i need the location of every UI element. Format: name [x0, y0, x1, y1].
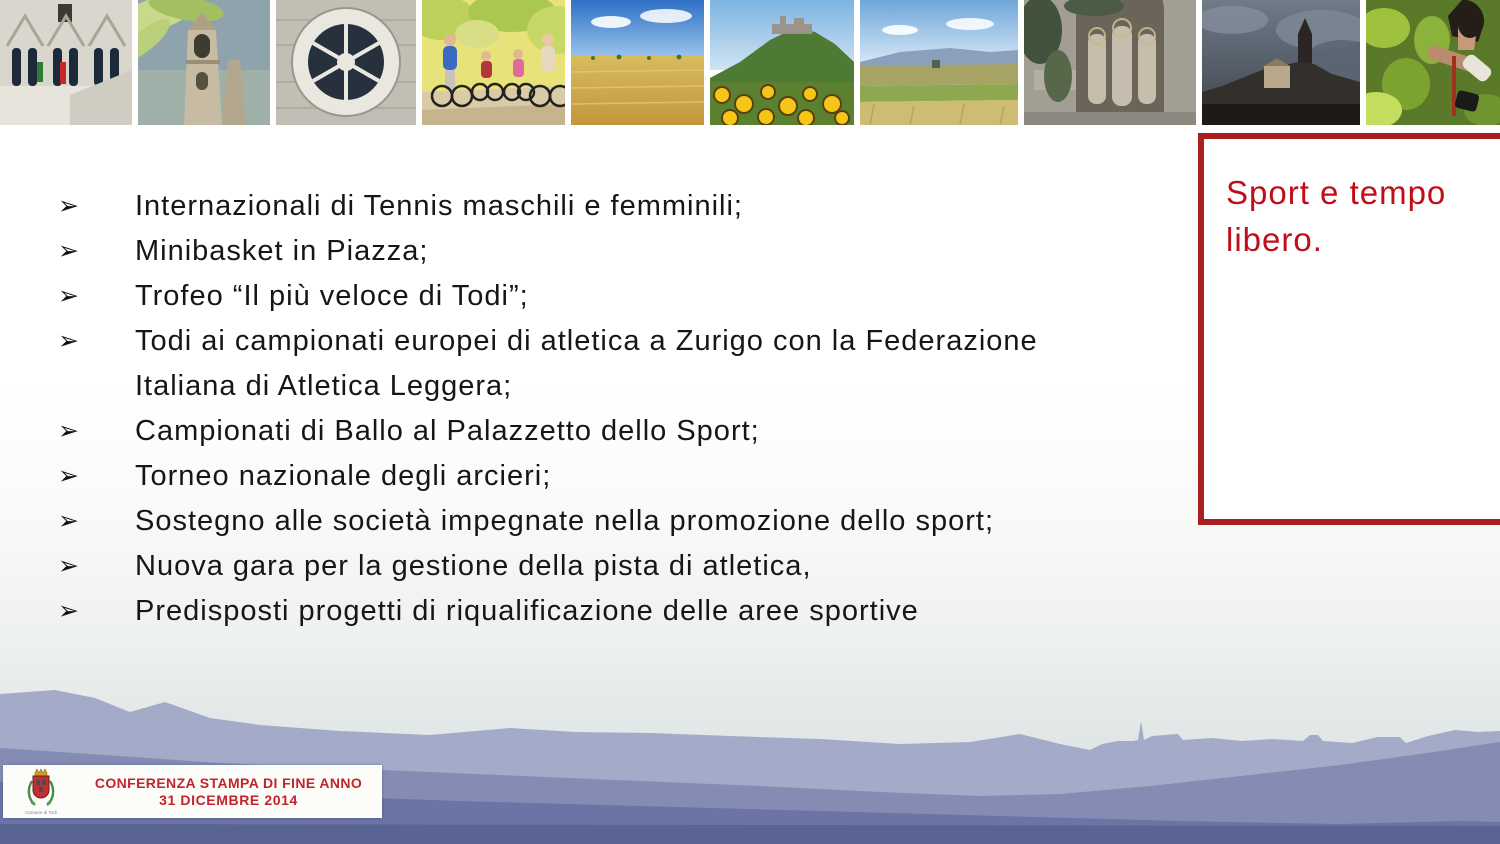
- bullet-text: Sostegno alle società impegnate nella promozione dello sport;: [135, 505, 994, 537]
- event-bullet-list: [58, 184, 1158, 634]
- bullet-text: Minibasket in Piazza;: [135, 235, 429, 267]
- arrow-bullet-icon: ➢: [58, 237, 79, 265]
- photo-family-cycling-image: [422, 0, 565, 125]
- photo-fresco-image: [1024, 0, 1196, 125]
- photo-gothic-facade-image: [0, 0, 132, 125]
- bullet-item: [58, 499, 1158, 544]
- photo-rose-window-image: [276, 0, 416, 125]
- bullet-text: Predisposti progetti di riqualificazione delle aree sportive: [135, 595, 919, 627]
- footer-line1: CONFERENZA STAMPA DI FINE ANNO: [94, 775, 363, 791]
- bullet-text: Todi ai campionati europei di atletica a Zurigo con la Federazione Italiana di Atletica Leggera;: [135, 325, 1038, 402]
- arrow-bullet-icon: ➢: [58, 597, 79, 625]
- bullet-item: [58, 409, 1158, 454]
- bullet-item: [58, 454, 1158, 499]
- arrow-bullet-icon: ➢: [58, 507, 79, 535]
- bullet-item: [58, 544, 1158, 589]
- bullet-item: [58, 589, 1158, 634]
- photo-church-storm-image: [1202, 0, 1360, 125]
- arrow-bullet-icon: ➢: [58, 462, 79, 490]
- arrow-bullet-icon: ➢: [58, 282, 79, 310]
- section-title-box: [1198, 133, 1500, 525]
- arrow-bullet-icon: ➢: [58, 327, 79, 355]
- photo-sunflower-hilltown-image: [710, 0, 854, 125]
- section-title: Sport e tempo libero.: [1226, 174, 1447, 258]
- footer-badge: [3, 765, 382, 818]
- bullet-text: Trofeo “Il più veloce di Todi”;: [135, 280, 529, 312]
- arrow-bullet-icon: ➢: [58, 417, 79, 445]
- footer-text: [81, 775, 376, 809]
- bullet-text: Internazionali di Tennis maschili e femminili;: [135, 190, 743, 222]
- bullet-text: Torneo nazionale degli arcieri;: [135, 460, 552, 492]
- hills-town-silhouette: [0, 674, 1500, 844]
- crest-caption: Comune di Todi: [25, 810, 57, 815]
- arrow-bullet-icon: ➢: [58, 552, 79, 580]
- photo-countryside-image: [860, 0, 1018, 125]
- bullet-item: [58, 274, 1158, 319]
- bullet-text: Campionati di Ballo al Palazzetto dello Sport;: [135, 415, 760, 447]
- photo-strip-banner: [0, 0, 1500, 125]
- bullet-item: [58, 229, 1158, 274]
- bullet-item: [58, 319, 1158, 409]
- photo-bell-tower-image: [138, 0, 270, 125]
- arrow-bullet-icon: ➢: [58, 192, 79, 220]
- bullet-item: [58, 184, 1158, 229]
- photo-vineyard-harvest-image: [1366, 0, 1500, 125]
- footer-line2: 31 DICEMBRE 2014: [159, 792, 298, 808]
- comune-di-todi-crest-icon: [25, 767, 57, 817]
- bullet-text: Nuova gara per la gestione della pista di atletica,: [135, 550, 812, 582]
- photo-wheat-field-image: [571, 0, 704, 125]
